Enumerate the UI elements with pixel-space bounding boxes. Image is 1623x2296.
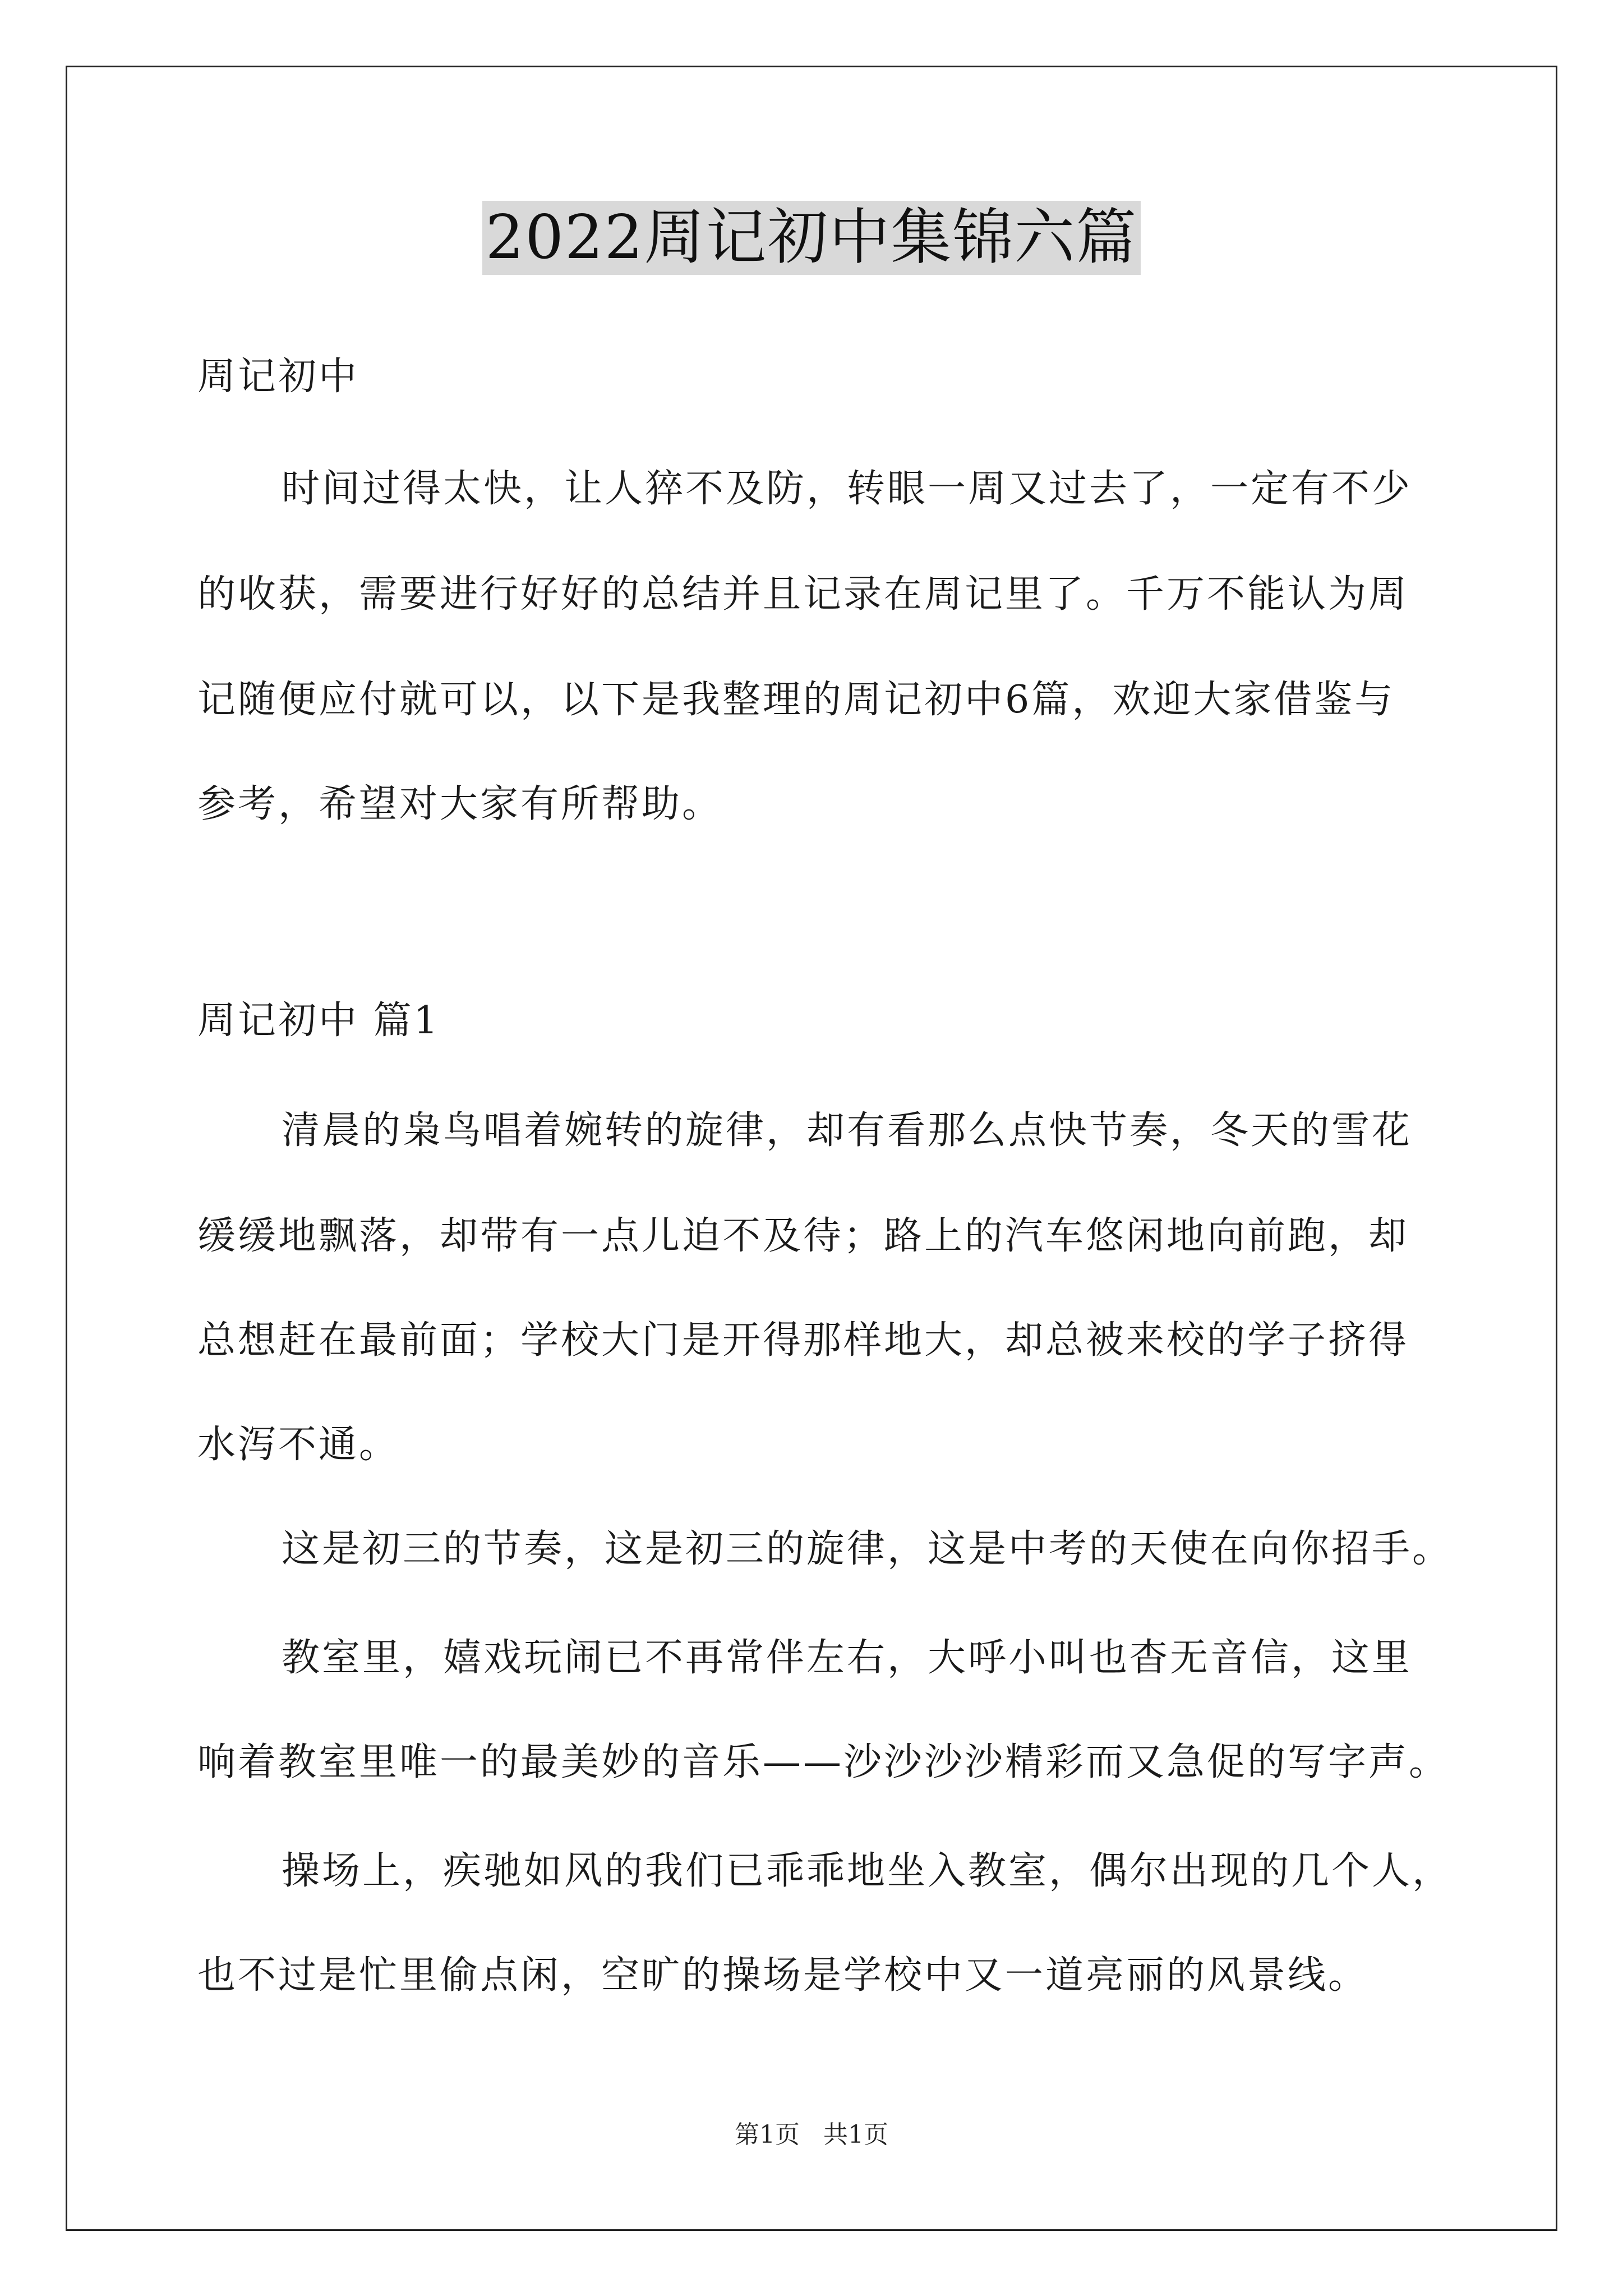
intro-line: 时间过得太快，让人猝不及防，转眼一周又过去了，一定有不少 xyxy=(282,467,1413,511)
section-heading: 周记初中 篇1 xyxy=(197,999,440,1043)
page-footer: 第1页 共1页 xyxy=(735,2120,888,2149)
paragraph-line: 这是初三的节奏，这是初三的旋律，这是中考的天使在向你招手。 xyxy=(282,1527,1453,1571)
paragraph-line: 缓缓地飘落，却带有一点儿迫不及待；路上的汽车悠闲地向前跑，却 xyxy=(197,1214,1409,1258)
paragraph-line: 清晨的枭鸟唱着婉转的旋律，却有看那么点快节奏，冬天的雪花 xyxy=(282,1108,1413,1153)
paragraph-line: 操场上，疾驰如风的我们已乖乖地坐入教室，偶尔出现的几个人， xyxy=(282,1849,1453,1893)
title-container xyxy=(0,201,1623,275)
document-title: 2022周记初中集锦六篇 xyxy=(482,201,1141,275)
paragraph-line: 水泻不通。 xyxy=(197,1423,400,1467)
intro-line: 记随便应付就可以，以下是我整理的周记初中6篇，欢迎大家借鉴与 xyxy=(197,678,1395,722)
paragraph-line: 响着教室里唯一的最美妙的音乐——沙沙沙沙精彩而又急促的写字声。 xyxy=(197,1740,1450,1784)
paragraph-line: 教室里，嬉戏玩闹已不再常伴左右，大呼小叫也杳无音信，这里 xyxy=(282,1636,1413,1680)
intro-line: 参考，希望对大家有所帮助。 xyxy=(197,782,723,826)
intro-line: 的收获，需要进行好好的总结并且记录在周记里了。千万不能认为周 xyxy=(197,572,1409,616)
intro-heading: 周记初中 xyxy=(197,355,359,399)
paragraph-line: 也不过是忙里偷点闲，空旷的操场是学校中又一道亮丽的风景线。 xyxy=(197,1953,1369,1998)
paragraph-line: 总想赶在最前面；学校大门是开得那样地大，却总被来校的学子挤得 xyxy=(197,1318,1409,1363)
